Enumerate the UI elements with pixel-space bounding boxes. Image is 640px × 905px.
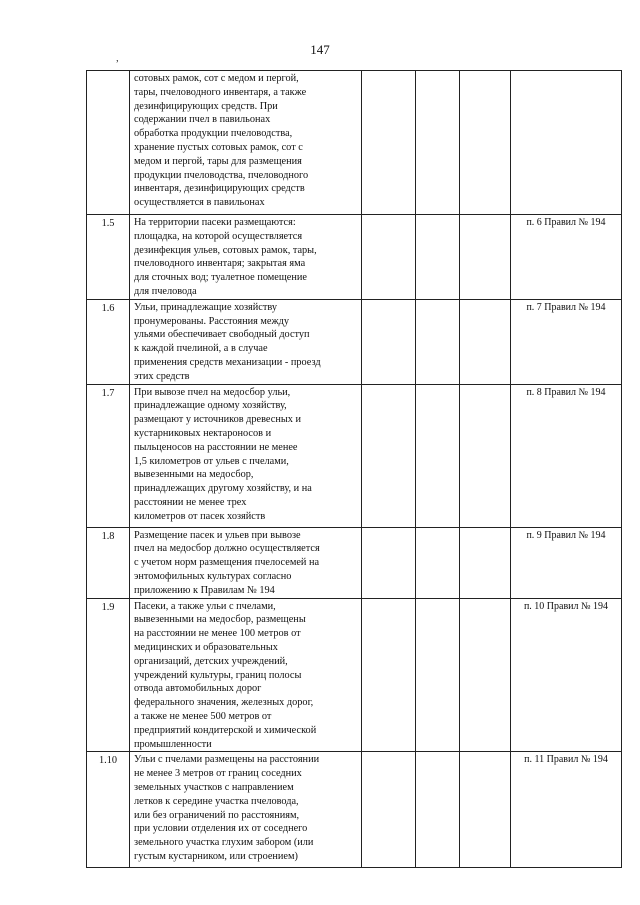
answer-na-cell: [460, 598, 511, 752]
answer-yes-cell: [362, 215, 416, 300]
answer-no-cell: [416, 527, 460, 598]
requirement-line: На территории пасеки размещаются:: [134, 217, 296, 228]
legal-reference: п. 10 Правил № 194: [511, 598, 622, 752]
requirement-line: расстоянии не менее трех: [134, 496, 247, 508]
requirement-line: Пасеки, а также ульи с пчелами,: [134, 600, 276, 612]
requirement-line: предприятий кондитерской и химической: [134, 724, 317, 736]
row-number: 1.7: [87, 384, 130, 527]
table-row: [87, 384, 622, 527]
requirement-text: [130, 598, 362, 752]
requirement-line: ульями обеспечивает свободный доступ: [134, 329, 310, 341]
row-number: 1.8: [87, 527, 130, 598]
answer-yes-cell: [362, 527, 416, 598]
requirement-line: медом и пергой, тары для размещения: [134, 155, 302, 167]
requirement-line: при условии отделения их от соседнего: [134, 823, 308, 835]
requirement-line: кустарниковых нектароносов и: [134, 427, 272, 439]
requirement-text: [130, 384, 362, 527]
row-number: 1.5: [87, 215, 130, 300]
requirement-line: 1,5 километров от ульев с пчелами,: [134, 455, 289, 467]
table-row: [87, 71, 622, 215]
answer-na-cell: [460, 527, 511, 598]
requirement-line: густым кустарником, или строением): [134, 850, 298, 862]
requirement-line: энтомофильных культурах согласно: [134, 570, 292, 582]
requirements-table: [86, 70, 622, 868]
requirement-line: дезинфекция ульев, сотовых рамок, тары,: [134, 244, 317, 256]
requirement-text: [130, 71, 362, 215]
answer-yes-cell: [362, 752, 416, 868]
legal-reference: п. 8 Правил № 194: [511, 384, 622, 527]
row-number: [87, 71, 130, 215]
requirement-line: размещают у источников древесных и: [134, 414, 301, 426]
requirement-line: учреждений культуры, границ полосы: [134, 669, 302, 681]
requirement-line: осуществляется в павильонах: [134, 197, 265, 209]
requirement-line: медицинских и образовательных: [134, 641, 278, 653]
legal-reference: п. 9 Правил № 194: [511, 527, 622, 598]
row-number: 1.10: [87, 752, 130, 868]
answer-na-cell: [460, 71, 511, 215]
requirement-text: [130, 752, 362, 868]
answer-no-cell: [416, 752, 460, 868]
requirement-line: Ульи с пчелами размещены на расстоянии: [134, 754, 320, 766]
requirement-line: пыльценосов на расстоянии не менее: [134, 441, 298, 453]
requirement-line: пчел на медосбор должно осуществляется: [134, 543, 320, 555]
requirement-line: с учетом норм размещения пчелосемей на: [134, 557, 320, 569]
answer-no-cell: [416, 71, 460, 215]
requirement-line: для пчеловода: [134, 285, 197, 297]
requirement-text: [130, 299, 362, 384]
answer-na-cell: [460, 752, 511, 868]
answer-no-cell: [416, 598, 460, 752]
requirement-line: летков к середине участка пчеловода,: [134, 795, 299, 807]
requirement-line: применения средств механизации - проезд: [134, 356, 321, 368]
table-row: [87, 527, 622, 598]
requirement-line: пронумерованы. Расстояния между: [134, 315, 289, 327]
requirement-line: Ульи, принадлежащие хозяйству: [134, 301, 278, 313]
row-number: 1.6: [87, 299, 130, 384]
requirement-line: инвентаря, дезинфицирующих средств: [134, 183, 305, 195]
answer-no-cell: [416, 299, 460, 384]
requirement-line: продукции пчеловодства, пчеловодного: [134, 169, 309, 181]
answer-no-cell: [416, 215, 460, 300]
requirement-line: этих средств: [134, 370, 190, 382]
answer-yes-cell: [362, 384, 416, 527]
answer-na-cell: [460, 215, 511, 300]
requirement-line: хранение пустых сотовых рамок, сот с: [134, 141, 303, 153]
requirement-text: [130, 215, 362, 300]
requirement-line: вывезенными на медосбор, размещены: [134, 614, 306, 626]
requirement-line: содержании пчел в павильонах: [134, 114, 271, 126]
requirement-line: приложению к Правилам № 194: [134, 584, 275, 596]
requirement-line: к каждой пчелиной, а в случае: [134, 343, 268, 355]
table-row: [87, 299, 622, 384]
table-row: [87, 215, 622, 300]
requirement-line: для сточных вод; туалетное помещение: [134, 272, 307, 284]
answer-yes-cell: [362, 598, 416, 752]
requirement-line: на расстоянии не менее 100 метров от: [134, 628, 301, 640]
scan-mark: ,: [116, 52, 119, 64]
requirement-line: километров от пасек хозяйств: [134, 510, 266, 522]
answer-na-cell: [460, 384, 511, 527]
requirement-line: площадка, на которой осуществляется: [134, 230, 303, 242]
page-number: 147: [310, 42, 330, 57]
requirement-line: земельных участков с направлением: [134, 781, 294, 793]
requirement-text: [130, 527, 362, 598]
requirement-line: или без ограничений по расстояниям,: [134, 809, 300, 821]
requirement-line: пчеловодного инвентаря; закрытая яма: [134, 258, 306, 270]
answer-yes-cell: [362, 299, 416, 384]
requirement-line: а также не менее 500 метров от: [134, 710, 272, 722]
table-row: [87, 598, 622, 752]
answer-yes-cell: [362, 71, 416, 215]
legal-reference: [511, 71, 622, 215]
requirement-line: вывезенными на медосбор,: [134, 469, 254, 481]
requirement-line: земельного участка глухим забором (или: [134, 837, 314, 849]
row-number: 1.9: [87, 598, 130, 752]
requirement-line: отвода автомобильных дорог: [134, 683, 262, 695]
table-row: [87, 752, 622, 868]
legal-reference: п. 11 Правил № 194: [511, 752, 622, 868]
requirement-line: обработка продукции пчеловодства,: [134, 128, 293, 140]
requirement-line: дезинфицирующих средств. При: [134, 100, 278, 112]
legal-reference: п. 7 Правил № 194: [511, 299, 622, 384]
requirement-line: тары, пчеловодного инвентаря, а также: [134, 86, 307, 98]
requirement-line: Размещение пасек и ульев при вывозе: [134, 529, 301, 541]
requirement-line: При вывозе пчел на медосбор ульи,: [134, 386, 291, 398]
requirement-line: организаций, детских учреждений,: [134, 655, 288, 667]
requirement-line: промышленности: [134, 738, 212, 750]
requirement-line: не менее 3 метров от границ соседних: [134, 768, 302, 780]
requirement-line: принадлежащих другому хозяйству, и на: [134, 483, 312, 495]
requirement-line: федерального значения, железных дорог,: [134, 697, 314, 709]
legal-reference: п. 6 Правил № 194: [511, 215, 622, 300]
answer-no-cell: [416, 384, 460, 527]
requirement-line: принадлежащие одному хозяйству,: [134, 400, 287, 412]
requirement-line: сотовых рамок, сот с медом и пергой,: [134, 73, 299, 84]
answer-na-cell: [460, 299, 511, 384]
